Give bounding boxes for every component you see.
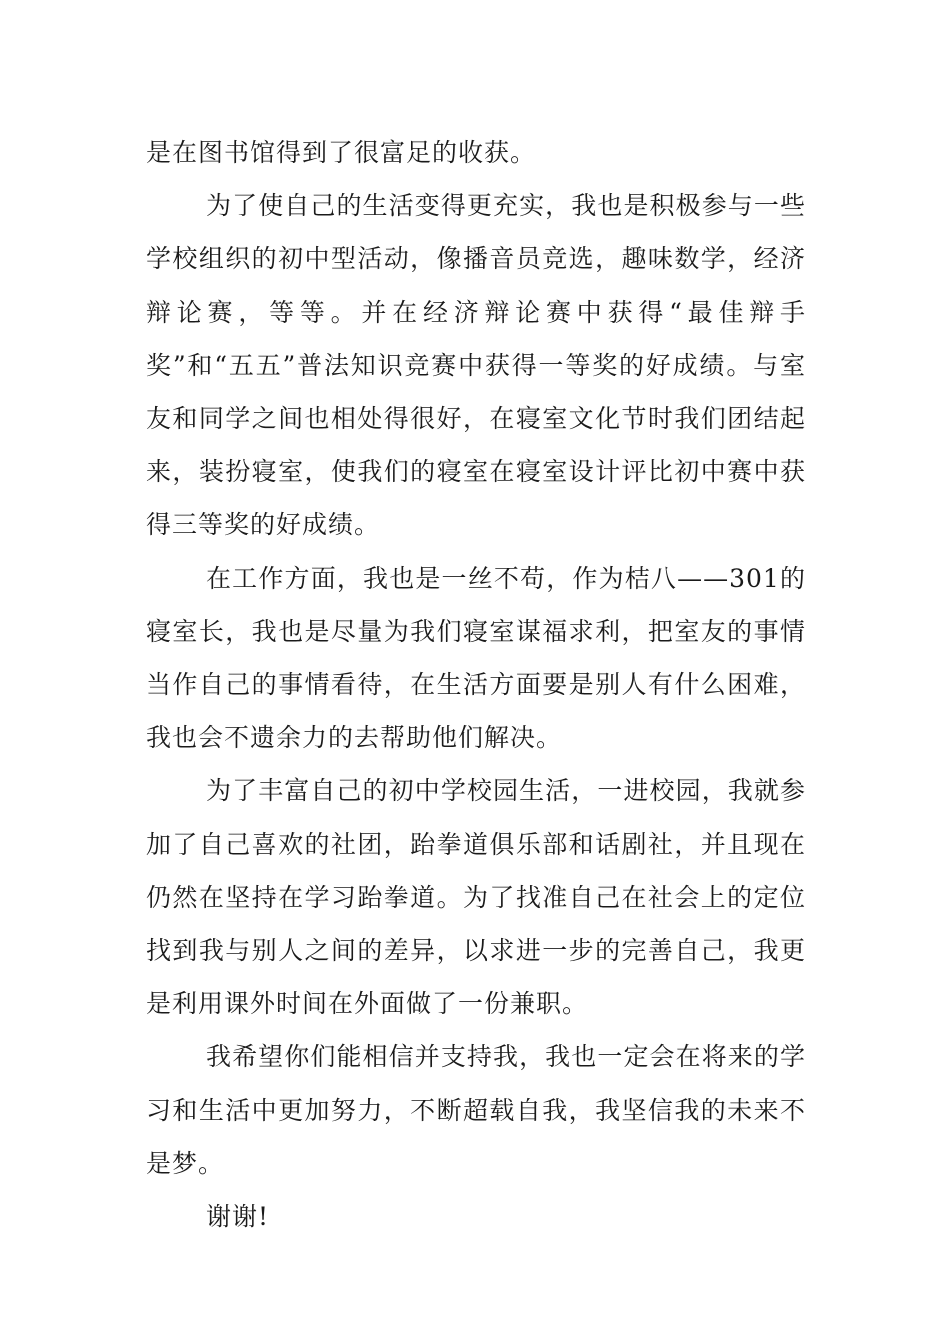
paragraph-thanks: 谢谢!	[206, 1202, 270, 1232]
paragraph-activities: 为了使自己的生活变得更充实，我也是积极参与一些学校组织的初中型活动，像播音员竞选，趣味数学，经济辩论赛，等等。并在经济辩论赛中获得“最佳辩手奖”和“五五”普法知识竞赛中获得一等奖的好成绩。与室友和同学之间也相处得很好，在寝室文化节时我们团结起来，装扮寝室，使我们的寝室在寝室设计评比初中赛中获得三等奖的好成绩。	[146, 191, 806, 540]
paragraph-closing: 我希望你们能相信并支持我，我也一定会在将来的学习和生活中更加努力，不断超载自我，我坚信我的未来不是梦。	[146, 1042, 806, 1178]
document-body	[146, 126, 806, 1243]
paragraph-continuation: 是在图书馆得到了很富足的收获。	[146, 138, 537, 167]
paragraph-clubs: 为了丰富自己的初中学校园生活，一进校园，我就参加了自己喜欢的社团，跆拳道俱乐部和话剧社，并且现在仍然在坚持在学习跆拳道。为了找准自己在社会上的定位找到我与别人之间的差异，以求进一步的完善自己，我更是利用课外时间在外面做了一份兼职。	[146, 776, 806, 1019]
paragraph-work: 在工作方面，我也是一丝不苟，作为桔八——301的寝室长，我也是尽量为我们寝室谋福求利，把室友的事情当作自己的事情看待，在生活方面要是别人有什么困难，我也会不遗余力的去帮助他们解决。	[146, 563, 806, 753]
